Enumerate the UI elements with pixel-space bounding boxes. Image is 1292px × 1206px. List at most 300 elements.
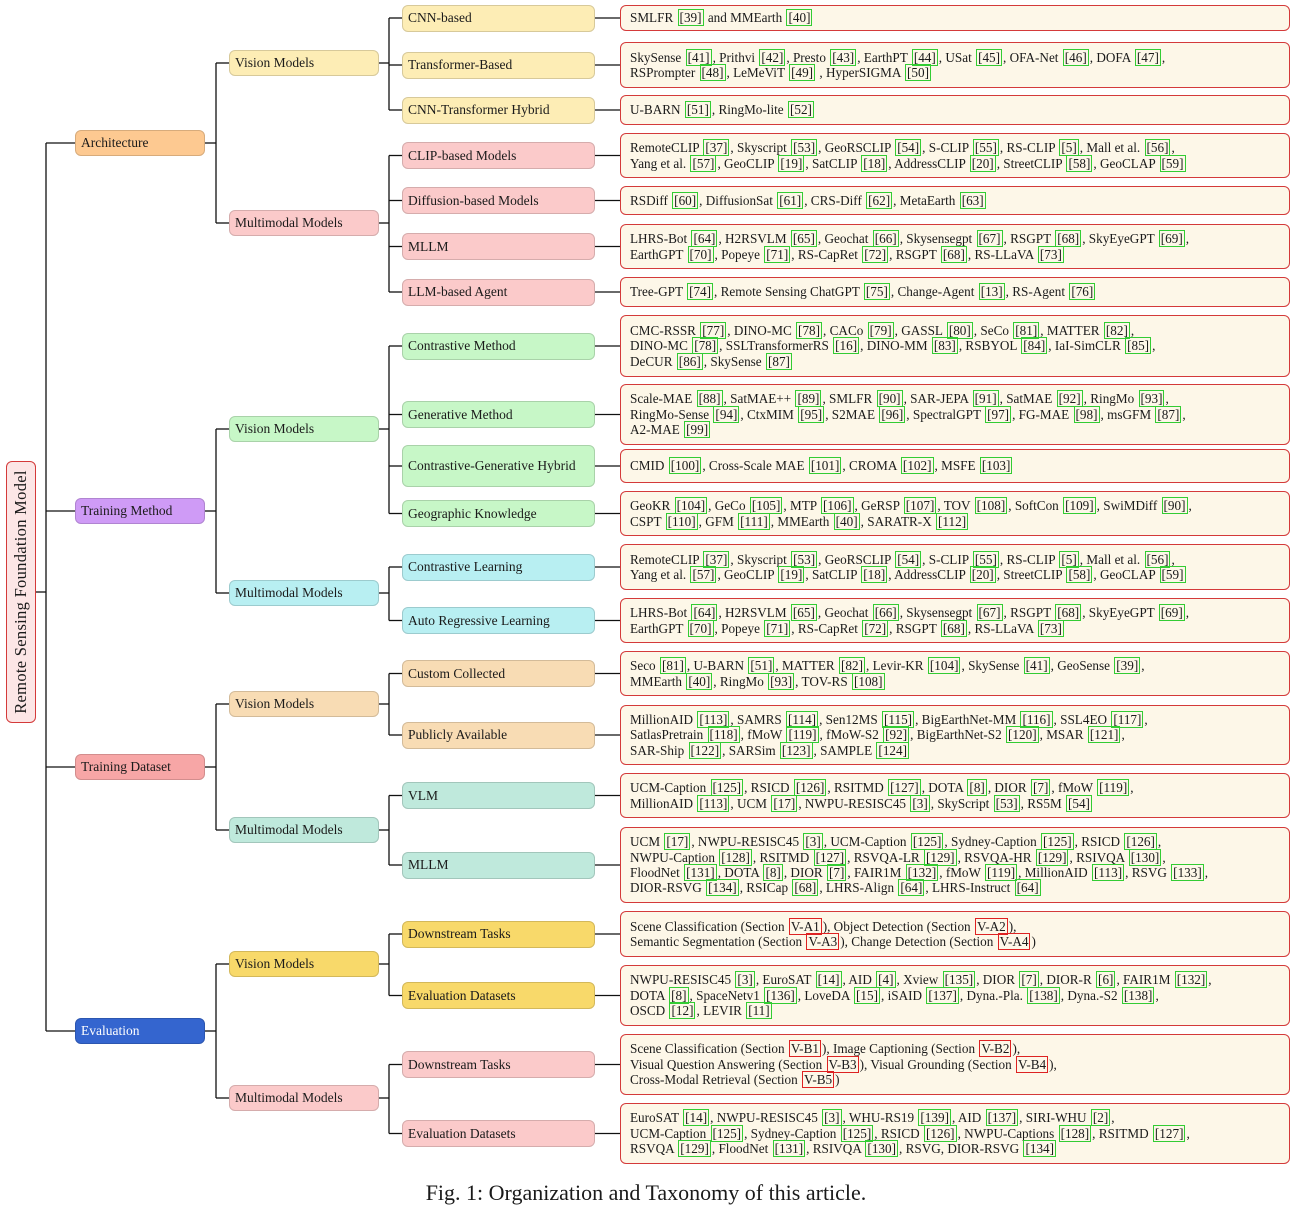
citation-ref[interactable]: [127]: [815, 849, 845, 865]
citation-ref[interactable]: [89]: [797, 391, 820, 407]
citation-ref[interactable]: [93]: [1140, 391, 1163, 407]
citation-ref[interactable]: [58]: [1068, 567, 1091, 582]
citation-ref[interactable]: [117]: [1113, 711, 1142, 727]
citation-ref[interactable]: [135]: [944, 972, 974, 988]
section-evaluation-label: Evaluation: [81, 1023, 140, 1039]
citation-ref[interactable]: [3]: [824, 1110, 840, 1126]
citation-ref[interactable]: [57]: [692, 155, 715, 171]
citation-ref[interactable]: [67]: [978, 231, 1001, 247]
citation-ref[interactable]: [103]: [981, 458, 1011, 474]
references-line: UCM-Caption [125] , RSICD [126] , RSITMD [127] , DOTA [8] , DIOR [7] , fMoW [119] ,: [630, 780, 1134, 796]
citation-ref[interactable]: [57]: [692, 567, 715, 582]
subcategory-clip-based-models: [402, 142, 595, 169]
citation-ref[interactable]: [5]: [1061, 140, 1077, 156]
citation-ref[interactable]: [43]: [832, 49, 855, 65]
subcategory-contrastive-method: [402, 333, 595, 360]
citation-ref[interactable]: [70]: [689, 620, 712, 636]
citation-ref[interactable]: [7]: [828, 865, 845, 880]
group-training-method-vision-models-label: Vision Models: [235, 421, 315, 437]
subcategory-geographic-knowledge-label: Geographic Knowledge: [408, 505, 537, 521]
citation-ref[interactable]: [76]: [1071, 284, 1094, 300]
subcategory-cnn-transformer-hybrid-label: CNN-Transformer Hybrid: [408, 102, 550, 118]
citation-ref[interactable]: [88]: [698, 391, 721, 407]
citation-ref[interactable]: [14]: [817, 972, 840, 988]
citation-ref[interactable]: [51]: [686, 102, 709, 118]
citation-ref[interactable]: [68]: [942, 246, 965, 262]
citation-ref[interactable]: [46]: [1064, 49, 1087, 65]
group-evaluation-vision-models: [229, 951, 379, 977]
citation-ref[interactable]: [8]: [765, 865, 781, 880]
citation-ref[interactable]: [37]: [705, 551, 728, 567]
references-line: DeCUR [86] , SkySense [87]: [630, 353, 790, 369]
citation-ref[interactable]: [58]: [1068, 155, 1091, 171]
citation-ref[interactable]: [53]: [793, 551, 816, 567]
citation-ref[interactable]: [127]: [1154, 1125, 1184, 1141]
references-box: [620, 651, 1290, 696]
citation-ref[interactable]: [7]: [1021, 972, 1037, 988]
group-training-dataset-multimodal-models-label: Multimodal Models: [235, 822, 343, 838]
citation-ref[interactable]: [100]: [670, 458, 700, 474]
citation-ref[interactable]: [138]: [1123, 987, 1153, 1003]
references-line: Scene Classification (Section V-A1 ), Object Detection (Section V-A2 ),: [630, 918, 1017, 934]
citation-ref[interactable]: [62]: [868, 192, 891, 208]
citation-ref[interactable]: [119]: [987, 865, 1016, 880]
subcategory-auto-regressive-learning-label: Auto Regressive Learning: [408, 612, 550, 628]
references-box: [620, 133, 1290, 178]
citation-ref[interactable]: [129]: [926, 849, 955, 865]
citation-ref[interactable]: [92]: [885, 727, 908, 743]
references-line: RSVQA [129] , FloodNet [131] , RSIVQA [130] , RSVG, DIOR-RSVG [134]: [630, 1141, 1055, 1157]
references-line: Scene Classification (Section V-B1 ), Image Captioning (Section V-B2 ),: [630, 1041, 1021, 1057]
references-line: EarthGPT [70] , Popeye [71] , RS-CapRet [72] , RSGPT [68] , RS-LLaVA [73]: [630, 246, 1062, 262]
subcategory-contrastive-generative-hybrid: [402, 445, 595, 487]
citation-ref[interactable]: [137]: [928, 987, 957, 1003]
references-line: DOTA [8] , SpaceNetv1 [136] , LoveDA [15] , iSAID [137] , Dyna.-Pla. [138] , Dyna.-S2 [138] ,: [630, 987, 1159, 1003]
references-line: NWPU-Caption [128] , RSITMD [127] , RSVQA-LR [129] , RSVQA-HR [129] , RSIVQA [130] ,: [630, 849, 1166, 865]
citation-ref[interactable]: [93]: [770, 673, 793, 689]
references-box: [620, 598, 1290, 643]
citation-ref[interactable]: [132]: [1176, 972, 1206, 988]
citation-ref[interactable]: [61]: [779, 192, 802, 208]
citation-ref[interactable]: [130]: [1130, 849, 1160, 865]
citation-ref[interactable]: [137]: [987, 1110, 1017, 1126]
references-box: [620, 1034, 1290, 1095]
citation-ref[interactable]: [66]: [874, 231, 897, 247]
citation-ref[interactable]: [113]: [1094, 865, 1123, 880]
citation-ref[interactable]: [126]: [926, 1125, 955, 1141]
citation-ref[interactable]: [60]: [674, 192, 697, 208]
section-ref[interactable]: V-A2: [976, 918, 1006, 934]
citation-ref[interactable]: [40]: [835, 513, 858, 529]
section-training-method-label: Training Method: [81, 503, 173, 519]
citation-ref[interactable]: [109]: [1065, 498, 1094, 514]
citation-ref[interactable]: [105]: [751, 498, 781, 514]
section-ref[interactable]: V-B2: [981, 1041, 1010, 1057]
citation-ref[interactable]: [121]: [1089, 727, 1119, 743]
references-box: [620, 95, 1290, 125]
group-training-dataset-vision-models-label: Vision Models: [235, 696, 315, 712]
citation-ref[interactable]: [129]: [680, 1141, 709, 1157]
citation-ref[interactable]: [3]: [737, 972, 753, 988]
citation-ref[interactable]: [81]: [661, 658, 684, 674]
citation-ref[interactable]: [54]: [897, 551, 920, 567]
citation-ref[interactable]: [45]: [978, 49, 1001, 65]
citation-ref[interactable]: [131]: [686, 865, 715, 880]
citation-ref[interactable]: [17]: [773, 795, 796, 811]
citation-ref[interactable]: [94]: [715, 406, 738, 422]
references-line: SkySense [41] , Prithvi [42] , Presto [43] , EarthPT [44] , USat [45] , OFA-Net [46] , DOFA [47] ,: [630, 49, 1166, 65]
citation-ref[interactable]: [64]: [693, 605, 716, 621]
references-line: DIOR-RSVG [134] , RSICap [68] , LHRS-Align [64] , LHRS-Instruct [64]: [630, 880, 1039, 896]
citation-ref[interactable]: [114]: [788, 711, 817, 727]
citation-ref[interactable]: [56]: [1146, 140, 1169, 156]
references-box: [620, 42, 1290, 88]
references-box: [620, 491, 1290, 536]
citation-ref[interactable]: [125]: [842, 1125, 872, 1141]
citation-ref[interactable]: [3]: [912, 795, 928, 811]
subcategory-generative-method: [402, 401, 595, 428]
citation-ref[interactable]: [64]: [1016, 880, 1039, 896]
citation-ref[interactable]: [59]: [1161, 155, 1184, 171]
citation-ref[interactable]: [129]: [1037, 849, 1067, 865]
citation-ref[interactable]: [125]: [912, 834, 942, 850]
citation-ref[interactable]: [87]: [767, 353, 790, 369]
citation-ref[interactable]: [17]: [666, 834, 689, 850]
citation-ref[interactable]: [84]: [1023, 338, 1046, 354]
subcategory-downstream-tasks: [402, 921, 595, 948]
references-line: RSPrompter [48] , LeMeViT [49] , HyperSIGMA [50]: [630, 65, 929, 80]
references-line: LHRS-Bot [64] , H2RSVLM [65] , Geochat [66] , Skysensegpt [67] , RSGPT [68] , SkyEyeGPT [69] ,: [630, 231, 1190, 247]
citation-ref[interactable]: [7]: [1032, 780, 1049, 796]
references-box: [620, 827, 1290, 903]
references-line: Cross-Modal Retrieval (Section V-B5 ): [630, 1072, 840, 1088]
citation-ref[interactable]: [101]: [810, 458, 840, 474]
citation-ref[interactable]: [55]: [974, 140, 997, 156]
citation-ref[interactable]: [59]: [1161, 567, 1184, 582]
citation-ref[interactable]: [91]: [974, 391, 997, 407]
citation-ref[interactable]: [39]: [1116, 658, 1139, 674]
group-training-method-multimodal-models-label: Multimodal Models: [235, 585, 343, 601]
citation-ref[interactable]: [90]: [1163, 498, 1186, 514]
citation-ref[interactable]: [73]: [1039, 246, 1062, 262]
citation-ref[interactable]: [20]: [971, 567, 994, 582]
subcategory-evaluation-datasets: [402, 1120, 595, 1147]
citation-ref[interactable]: [125]: [1043, 834, 1072, 850]
references-line: SMLFR [39] and MMEarth [40]: [630, 10, 811, 26]
citation-ref[interactable]: [75]: [865, 284, 888, 300]
subcategory-auto-regressive-learning: [402, 607, 595, 634]
references-box: [620, 384, 1290, 445]
citation-ref[interactable]: [19]: [780, 155, 803, 171]
citation-ref[interactable]: [118]: [709, 727, 738, 743]
references-line: RemoteCLIP [37] , Skyscript [53] , GeoRSCLIP [54] , S-CLIP [55] , RS-CLIP [5] , Mall et al. [56] ,: [630, 140, 1175, 156]
citation-ref[interactable]: [2]: [1092, 1110, 1109, 1126]
group-architecture-vision-models-label: Vision Models: [235, 55, 315, 71]
subcategory-transformer-based-label: Transformer-Based: [408, 57, 513, 73]
group-architecture-vision-models: [229, 50, 379, 76]
references-line: MillionAID [113] , UCM [17] , NWPU-RESISC45 [3] , SkyScript [53] , RS5M [54]: [630, 795, 1090, 811]
citation-ref[interactable]: [44]: [913, 49, 936, 65]
section-evaluation: [75, 1018, 205, 1044]
citation-ref[interactable]: [19]: [780, 567, 803, 582]
citation-ref[interactable]: [4]: [878, 972, 894, 988]
citation-ref[interactable]: [12]: [671, 1003, 694, 1019]
citation-ref[interactable]: [132]: [907, 865, 937, 880]
subcategory-publicly-available: [402, 722, 595, 749]
subcategory-evaluation-datasets-label: Evaluation Datasets: [408, 987, 516, 1003]
citation-ref[interactable]: [97]: [987, 406, 1010, 422]
citation-ref[interactable]: [69]: [1160, 231, 1183, 247]
citation-ref[interactable]: [116]: [1022, 711, 1051, 727]
citation-ref[interactable]: [13]: [980, 284, 1003, 300]
citation-ref[interactable]: [126]: [1126, 834, 1155, 850]
references-line: CMID [100] , Cross-Scale MAE [101] , CROMA [102] , MSFE [103]: [630, 458, 1011, 474]
citation-ref[interactable]: [68]: [1057, 231, 1080, 247]
citation-ref[interactable]: [124]: [878, 742, 907, 758]
references-line: UCM-Caption [125] , Sydney-Caption [125] , RSICD [126] , NWPU-Captions [128] , RSITMD [127] ,: [630, 1125, 1190, 1141]
section-ref[interactable]: V-A3: [808, 934, 838, 949]
references-line: UCM [17] , NWPU-RESISC45 [3] , UCM-Caption [125] , Sydney-Caption [125] , RSICD [126] ,: [630, 834, 1162, 850]
citation-ref[interactable]: [8]: [671, 987, 687, 1003]
citation-ref[interactable]: [69]: [1160, 605, 1183, 621]
citation-ref[interactable]: [125]: [712, 780, 742, 796]
citation-ref[interactable]: [134]: [1025, 1141, 1055, 1157]
section-ref[interactable]: V-B3: [828, 1056, 857, 1072]
references-box: [620, 5, 1290, 31]
citation-ref[interactable]: [42]: [761, 49, 784, 65]
section-training-dataset-label: Training Dataset: [81, 759, 171, 775]
citation-ref[interactable]: [78]: [694, 338, 717, 354]
citation-ref[interactable]: [87]: [1157, 406, 1180, 422]
references-box: [620, 449, 1290, 483]
citation-ref[interactable]: [108]: [853, 673, 883, 689]
citation-ref[interactable]: [67]: [978, 605, 1001, 621]
citation-ref[interactable]: [47]: [1136, 49, 1159, 65]
subcategory-vlm-label: VLM: [408, 787, 438, 803]
citation-ref[interactable]: [64]: [900, 880, 923, 896]
subcategory-diffusion-based-models-label: Diffusion-based Models: [408, 192, 539, 208]
citation-ref[interactable]: [49]: [791, 65, 814, 80]
citation-ref[interactable]: [72]: [864, 620, 887, 636]
references-line: Tree-GPT [74] , Remote Sensing ChatGPT [75] , Change-Agent [13] , RS-Agent [76]: [630, 284, 1094, 300]
citation-ref[interactable]: [113]: [699, 795, 728, 811]
citation-ref[interactable]: [71]: [766, 246, 789, 262]
citation-ref[interactable]: [115]: [884, 711, 913, 727]
citation-ref[interactable]: [77]: [702, 322, 725, 338]
section-ref[interactable]: V-B4: [1018, 1056, 1047, 1072]
citation-ref[interactable]: [63]: [961, 192, 984, 208]
citation-ref[interactable]: [8]: [969, 780, 985, 796]
section-ref[interactable]: V-B1: [790, 1041, 819, 1057]
references-line: LHRS-Bot [64] , H2RSVLM [65] , Geochat [66] , Skysensegpt [67] , RSGPT [68] , SkyEyeGPT [69] ,: [630, 605, 1190, 621]
citation-ref[interactable]: [108]: [976, 498, 1006, 514]
citation-ref[interactable]: [98]: [1075, 406, 1098, 422]
subcategory-geographic-knowledge: [402, 500, 595, 527]
references-line: RSDiff [60] , DiffusionSat [61] , CRS-Diff [62] , MetaEarth [63]: [630, 192, 984, 208]
section-ref[interactable]: V-A4: [999, 934, 1029, 949]
subcategory-mllm-label: MLLM: [408, 857, 449, 873]
citation-ref[interactable]: [71]: [766, 620, 789, 636]
subcategory-clip-based-models-label: CLIP-based Models: [408, 147, 517, 163]
citation-ref[interactable]: [54]: [1067, 795, 1090, 811]
citation-ref[interactable]: [70]: [689, 246, 712, 262]
figure-caption: Fig. 1: Organization and Taxonomy of this article.: [425, 1180, 867, 1205]
citation-ref[interactable]: [81]: [1015, 322, 1038, 338]
citation-ref[interactable]: [64]: [693, 231, 716, 247]
citation-ref[interactable]: [78]: [798, 322, 821, 338]
citation-ref[interactable]: [106]: [822, 498, 852, 514]
citation-ref[interactable]: [122]: [690, 742, 720, 758]
subcategory-llm-based-agent: [402, 279, 595, 306]
references-line: RemoteCLIP [37] , Skyscript [53] , GeoRSCLIP [54] , S-CLIP [55] , RS-CLIP [5] , Mall et al. [56] ,: [630, 551, 1175, 567]
references-box: [620, 911, 1290, 957]
citation-ref[interactable]: [138]: [1029, 987, 1058, 1003]
citation-ref[interactable]: [68]: [794, 880, 817, 896]
citation-ref[interactable]: [15]: [856, 987, 879, 1003]
group-evaluation-multimodal-models: [229, 1085, 379, 1111]
citation-ref[interactable]: [127]: [890, 780, 919, 796]
citation-ref[interactable]: [90]: [878, 391, 901, 407]
citation-ref[interactable]: [110]: [667, 513, 696, 529]
citation-ref[interactable]: [16]: [835, 338, 858, 354]
citation-ref[interactable]: [80]: [948, 322, 971, 338]
group-training-dataset-multimodal-models: [229, 817, 379, 843]
citation-ref[interactable]: [82]: [841, 658, 863, 674]
citation-ref[interactable]: [82]: [1105, 322, 1128, 338]
citation-ref[interactable]: [112]: [938, 513, 967, 529]
citation-ref[interactable]: [54]: [897, 140, 920, 156]
citation-ref[interactable]: [72]: [864, 246, 887, 262]
section-architecture: [75, 130, 205, 156]
root-label: Remote Sensing Foundation Model: [11, 470, 30, 714]
citation-ref[interactable]: [131]: [774, 1141, 804, 1157]
citation-ref[interactable]: [18]: [863, 155, 886, 171]
citation-ref[interactable]: [130]: [867, 1141, 896, 1157]
citation-ref[interactable]: [111]: [740, 513, 768, 529]
citation-ref[interactable]: [120]: [1008, 727, 1037, 743]
citation-ref[interactable]: [14]: [685, 1110, 708, 1126]
group-training-dataset-vision-models: [229, 691, 379, 717]
citation-ref[interactable]: [125]: [712, 1125, 742, 1141]
section-ref[interactable]: V-A1: [790, 918, 820, 934]
citation-ref[interactable]: [40]: [688, 673, 711, 689]
citation-ref[interactable]: [86]: [678, 353, 701, 369]
citation-ref[interactable]: [128]: [1060, 1125, 1090, 1141]
citation-ref[interactable]: [41]: [1025, 658, 1048, 674]
citation-ref[interactable]: [126]: [795, 780, 825, 796]
citation-ref[interactable]: [37]: [705, 140, 728, 156]
citation-ref[interactable]: [128]: [721, 849, 750, 865]
subcategory-publicly-available-label: Publicly Available: [408, 727, 508, 743]
group-architecture-multimodal-models: [229, 210, 379, 236]
subcategory-vlm: [402, 782, 595, 809]
citation-ref[interactable]: [123]: [781, 742, 811, 758]
citation-ref[interactable]: [102]: [902, 458, 932, 474]
subcategory-diffusion-based-models: [402, 187, 595, 214]
citation-ref[interactable]: [11]: [748, 1003, 770, 1019]
citation-ref[interactable]: [50]: [907, 65, 929, 80]
citation-ref[interactable]: [92]: [1058, 391, 1081, 407]
citation-ref[interactable]: [104]: [676, 498, 706, 514]
citation-ref[interactable]: [52]: [789, 102, 812, 118]
citation-ref[interactable]: [133]: [1173, 865, 1202, 880]
subcategory-evaluation-datasets: [402, 982, 595, 1009]
citation-ref[interactable]: [55]: [974, 551, 997, 567]
references-box: [620, 277, 1290, 307]
citation-ref[interactable]: [53]: [995, 795, 1018, 811]
citation-ref[interactable]: [53]: [793, 140, 816, 156]
citation-ref[interactable]: [66]: [874, 605, 897, 621]
citation-ref[interactable]: [65]: [792, 231, 815, 247]
subcategory-contrastive-learning-label: Contrastive Learning: [408, 559, 523, 575]
citation-ref[interactable]: [119]: [1099, 780, 1128, 796]
references-line: MillionAID [113] , SAMRS [114] , Sen12MS [115] , BigEarthNet-MM [116] , SSL4EO [117] ,: [630, 711, 1148, 727]
citation-ref[interactable]: [6]: [1098, 972, 1114, 988]
citation-ref[interactable]: [73]: [1039, 620, 1062, 636]
citation-ref[interactable]: [68]: [1057, 605, 1080, 621]
citation-ref[interactable]: [48]: [701, 65, 724, 80]
citation-ref[interactable]: [83]: [933, 338, 956, 354]
citation-ref[interactable]: [95]: [800, 406, 823, 422]
references-line: Scale-MAE [88] , SatMAE++ [89] , SMLFR [90] , SAR-JEPA [91] , SatMAE [92] , RingMo [93] ,: [630, 391, 1169, 407]
citation-ref[interactable]: [134]: [708, 880, 737, 896]
citation-ref[interactable]: [18]: [863, 567, 886, 582]
citation-ref[interactable]: [85]: [1127, 338, 1150, 354]
section-ref[interactable]: V-B5: [804, 1072, 833, 1088]
citation-ref[interactable]: [68]: [942, 620, 965, 636]
citation-ref[interactable]: [136]: [766, 987, 795, 1003]
subcategory-downstream-tasks: [402, 1051, 595, 1078]
references-line: NWPU-RESISC45 [3] , EuroSAT [14] , AID [4] , Xview [135] , DIOR [7] , DIOR-R [6] , FAIR1M [132] ,: [630, 972, 1212, 988]
subcategory-mllm: [402, 233, 595, 260]
references-line: OSCD [12] , LEVIR [11]: [630, 1003, 770, 1019]
citation-ref[interactable]: [65]: [792, 605, 815, 621]
references-line: Yang et al. [57] , GeoCLIP [19] , SatCLIP [18] , AddressCLIP [20] , StreetCLIP [58] , GeoCLAP [59]: [630, 567, 1184, 582]
references-box: [620, 544, 1290, 590]
citation-ref[interactable]: [139]: [920, 1110, 949, 1126]
citation-ref[interactable]: [41]: [687, 49, 710, 65]
citation-ref[interactable]: [99]: [686, 422, 709, 438]
citation-ref[interactable]: [113]: [699, 711, 728, 727]
references-line: Yang et al. [57] , GeoCLIP [19] , SatCLIP [18] , AddressCLIP [20] , StreetCLIP [58] , GeoCLAP [59]: [630, 155, 1184, 171]
references-line: MMEarth [40] , RingMo [93] , TOV-RS [108]: [630, 673, 883, 689]
citation-ref[interactable]: [119]: [788, 727, 817, 743]
citation-ref[interactable]: [56]: [1146, 551, 1169, 567]
references-box: [620, 224, 1290, 269]
section-architecture-label: Architecture: [81, 135, 149, 151]
citation-ref[interactable]: [79]: [869, 322, 892, 338]
citation-ref[interactable]: [39]: [679, 10, 702, 26]
section-training-method: [75, 498, 205, 524]
subcategory-mllm: [402, 852, 595, 879]
citation-ref[interactable]: [107]: [905, 498, 935, 514]
group-evaluation-multimodal-models-label: Multimodal Models: [235, 1090, 343, 1106]
subcategory-cnn-based: [402, 5, 595, 32]
citation-ref[interactable]: [40]: [788, 10, 811, 26]
citation-ref[interactable]: [5]: [1061, 551, 1077, 567]
citation-ref[interactable]: [3]: [805, 834, 821, 850]
citation-ref[interactable]: [96]: [881, 406, 904, 422]
subcategory-contrastive-learning: [402, 554, 595, 581]
citation-ref[interactable]: [20]: [971, 155, 994, 171]
section-training-dataset: [75, 754, 205, 780]
references-line: DINO-MC [78] , SSLTransformerRS [16] , DINO-MM [83] , RSBYOL [84] , IaI-SimCLR [85] ,: [630, 338, 1156, 354]
references-line: EuroSAT [14] , NWPU-RESISC45 [3] , WHU-RS19 [139] , AID [137] , SIRI-WHU [2] ,: [630, 1110, 1115, 1126]
citation-ref[interactable]: [51]: [750, 658, 773, 674]
references-line: RingMo-Sense [94] , CtxMIM [95] , S2MAE [96] , SpectralGPT [97] , FG-MAE [98] , msGFM [87] ,: [630, 406, 1186, 422]
citation-ref[interactable]: [104]: [929, 658, 959, 674]
citation-ref[interactable]: [74]: [689, 284, 712, 300]
